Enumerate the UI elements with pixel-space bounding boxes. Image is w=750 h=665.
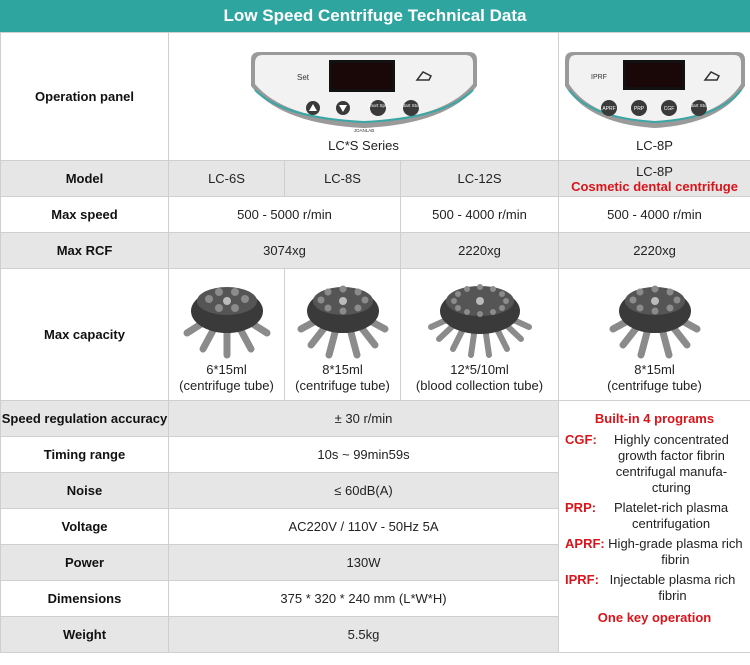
noise-value: ≤ 60dB(A) bbox=[169, 473, 559, 509]
capacity-lc8p-type: (centrifuge tube) bbox=[607, 378, 702, 393]
capacity-lc8s-type: (centrifuge tube) bbox=[295, 378, 390, 393]
program-desc-aprf: High-grade plasma rich fibrin bbox=[608, 536, 743, 567]
program-desc-cgf: Highly concentrated growth factor fibrin centrifugal manufa-cturing bbox=[613, 432, 729, 495]
row-label-model: Model bbox=[1, 161, 169, 197]
program-key-cgf: CGF: bbox=[565, 432, 597, 447]
rotor-6-image bbox=[179, 275, 275, 359]
capacity-lc8p bbox=[559, 269, 750, 401]
rotor-8p-image bbox=[607, 275, 703, 359]
aprf-button-label: APRF bbox=[601, 106, 616, 112]
row-label-weight: Weight bbox=[1, 617, 169, 653]
dimensions-value: 375 * 320 * 240 mm (L*W*H) bbox=[169, 581, 559, 617]
row-label-operation-panel: Operation panel bbox=[1, 33, 169, 161]
weight-value: 5.5kg bbox=[169, 617, 559, 653]
capacity-lc8s-amount: 8*15ml bbox=[322, 362, 363, 377]
program-item-cgf bbox=[565, 432, 744, 496]
cgf-button-label: CGF bbox=[663, 106, 674, 112]
model-lc8p: LC-8P bbox=[636, 163, 673, 179]
lc8p-panel-cell bbox=[559, 33, 750, 161]
programs-panel bbox=[559, 401, 750, 653]
row-label-noise: Noise bbox=[1, 473, 169, 509]
capacity-lc6s-amount: 6*15ml bbox=[206, 362, 247, 377]
capacity-lc8p-amount: 8*15ml bbox=[634, 362, 675, 377]
model-lc8s: LC-8S bbox=[285, 161, 401, 197]
rcf-lc12s: 2220xg bbox=[401, 233, 559, 269]
voltage-value: AC220V / 110V - 50Hz 5A bbox=[169, 509, 559, 545]
speed-lc12s: 500 - 4000 r/min bbox=[401, 197, 559, 233]
spec-table bbox=[0, 32, 750, 653]
program-desc-prp: Platelet-rich plasma centrifugation bbox=[613, 500, 729, 531]
row-label-speed-accuracy: Speed regulation accuracy bbox=[1, 401, 169, 437]
model-lc12s: LC-12S bbox=[401, 161, 559, 197]
program-item-iprf bbox=[565, 572, 744, 604]
row-label-max-speed: Max speed bbox=[1, 197, 169, 233]
lc8p-panel-graphic bbox=[563, 46, 747, 136]
capacity-lc12s-type: (blood collection tube) bbox=[415, 378, 544, 393]
model-lc8p-cell bbox=[559, 161, 750, 197]
capacity-lc6s bbox=[169, 269, 285, 401]
model-lc6s: LC-6S bbox=[169, 161, 285, 197]
program-item-prp bbox=[565, 500, 744, 532]
brand-logo: JOANLAB bbox=[353, 128, 374, 133]
short-spin-label: Short Spin bbox=[366, 103, 389, 108]
row-label-timing-range: Timing range bbox=[1, 437, 169, 473]
iprf-top-label: IPRF bbox=[590, 74, 607, 81]
programs-footer: One key operation bbox=[597, 610, 712, 625]
capacity-lc8s bbox=[285, 269, 401, 401]
rcf-lcs: 3074xg bbox=[169, 233, 401, 269]
model-lc8p-subtitle: Cosmetic dental centrifuge bbox=[571, 178, 738, 194]
program-item-aprf bbox=[565, 536, 744, 568]
speed-lc8p: 500 - 4000 r/min bbox=[559, 197, 750, 233]
row-label-max-capacity: Max capacity bbox=[1, 269, 169, 401]
speed-accuracy-value: ± 30 r/min bbox=[169, 401, 559, 437]
row-label-power: Power bbox=[1, 545, 169, 581]
power-value: 130W bbox=[169, 545, 559, 581]
page-title: Low Speed Centrifuge Technical Data bbox=[0, 0, 750, 32]
timing-range-value: 10s ~ 99min59s bbox=[169, 437, 559, 473]
rotor-8-image bbox=[295, 275, 391, 359]
row-label-dimensions: Dimensions bbox=[1, 581, 169, 617]
rcf-lc8p: 2220xg bbox=[559, 233, 750, 269]
program-key-prp: PRP: bbox=[565, 500, 597, 515]
start-stop-label: Start Stop bbox=[400, 103, 421, 108]
lcs-panel-graphic bbox=[247, 46, 481, 136]
capacity-lc12s bbox=[401, 269, 559, 401]
lcs-series-label: LC*S Series bbox=[328, 138, 399, 153]
lc8p-series-label: LC-8P bbox=[636, 138, 673, 153]
program-desc-iprf: Injectable plasma rich fibrin bbox=[609, 572, 736, 603]
start-stop-8p-label: Start Stop bbox=[688, 103, 709, 108]
set-label: Set bbox=[296, 73, 309, 82]
capacity-lc6s-type: (centrifuge tube) bbox=[179, 378, 274, 393]
rotor-12-image bbox=[425, 275, 535, 359]
program-key-aprf: APRF: bbox=[565, 536, 605, 551]
row-label-voltage: Voltage bbox=[1, 509, 169, 545]
programs-title: Built-in 4 programs bbox=[594, 411, 715, 426]
lc8p-control-panel bbox=[563, 46, 747, 136]
row-label-max-rcf: Max RCF bbox=[1, 233, 169, 269]
lcs-control-panel bbox=[247, 46, 481, 136]
speed-lcs: 500 - 5000 r/min bbox=[169, 197, 401, 233]
lcs-panel-cell bbox=[169, 33, 559, 161]
program-key-iprf: IPRF: bbox=[565, 572, 599, 587]
prp-button-label: PRP bbox=[633, 106, 644, 112]
capacity-lc12s-amount: 12*5/10ml bbox=[450, 362, 509, 377]
